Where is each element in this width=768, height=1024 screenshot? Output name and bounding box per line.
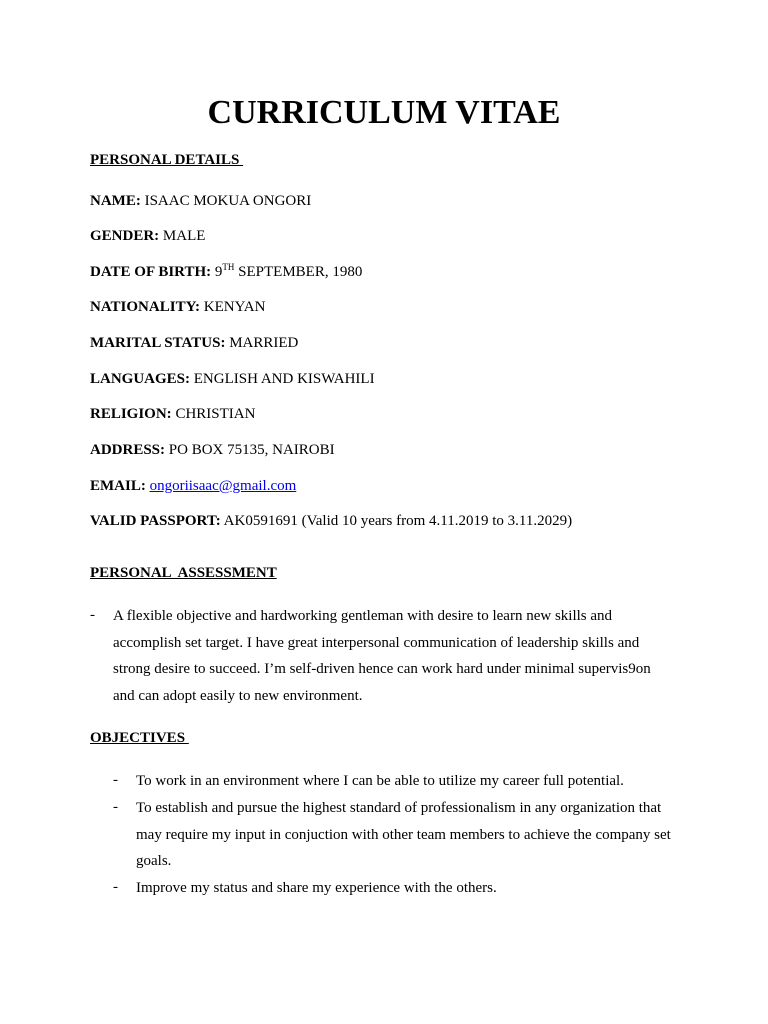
gender-label: GENDER: [90, 228, 160, 244]
email-label: EMAIL: [90, 478, 146, 494]
religion-label: RELIGION: [90, 406, 172, 422]
nationality-value: KENYAN [200, 299, 266, 315]
marital-status-field [90, 335, 298, 352]
objective-item: To work in an environment where I can be able to utilize my career full potential. [136, 773, 624, 789]
address-field [90, 442, 335, 459]
dob-label: DATE OF BIRTH: [90, 264, 212, 280]
marital-value: MARRIED [225, 335, 299, 351]
nationality-label: NATIONALITY: [90, 299, 201, 315]
objective-bullet-dash: - [113, 772, 118, 788]
dob-day: 9 [211, 264, 223, 280]
gender-field [90, 228, 205, 245]
date-of-birth-field [90, 264, 362, 281]
passport-value: AK0591691 (Valid 10 years from 4.11.2019 to 3.11.2029) [220, 513, 573, 529]
passport-field [90, 513, 572, 530]
objective-bullet-dash: - [113, 879, 118, 895]
personal-assessment-heading: PERSONAL ASSESSMENT [90, 565, 277, 581]
languages-field [90, 371, 375, 388]
assessment-text: A flexible objective and hardworking gentleman with desire to learn new skills and accomplish set target. I have great interpersonal communication of leadership skills and strong desire to succeed. I’m self-driven hence can work hard under minimal supervis9on and can adopt easily to new environment. [113, 608, 651, 704]
email-field [90, 478, 296, 495]
religion-value: CHRISTIAN [171, 406, 256, 422]
passport-label: VALID PASSPORT: [90, 513, 221, 529]
assessment-bullet-dash: - [90, 607, 95, 623]
address-label: ADDRESS: [90, 442, 166, 458]
gender-value: MALE [159, 228, 206, 244]
email-link[interactable]: ongoriisaac@gmail.com [149, 478, 297, 494]
dob-suffix: TH [222, 262, 235, 272]
name-value: ISAAC MOKUA ONGORI [140, 193, 312, 209]
dob-rest: SEPTEMBER, 1980 [234, 264, 363, 280]
name-label: NAME: [90, 193, 141, 209]
personal-details-heading: PERSONAL DETAILS [90, 152, 244, 168]
address-value: PO BOX 75135, NAIROBI [165, 442, 335, 458]
objective-item: Improve my status and share my experience with the others. [136, 880, 497, 896]
religion-field [90, 406, 255, 423]
objectives-heading: OBJECTIVES [90, 730, 189, 746]
objective-item: To establish and pursue the highest standard of professionalism in any organization that may require my input in conjuction with other team members to achieve the company set goals. [136, 800, 671, 870]
objective-bullet-dash: - [113, 799, 118, 815]
name-field [90, 193, 311, 210]
marital-label: MARITAL STATUS: [90, 335, 226, 351]
languages-value: ENGLISH AND KISWAHILI [190, 371, 375, 387]
document-title: CURRICULUM VITAE [207, 94, 561, 131]
nationality-field [90, 299, 265, 316]
languages-label: LANGUAGES: [90, 371, 191, 387]
